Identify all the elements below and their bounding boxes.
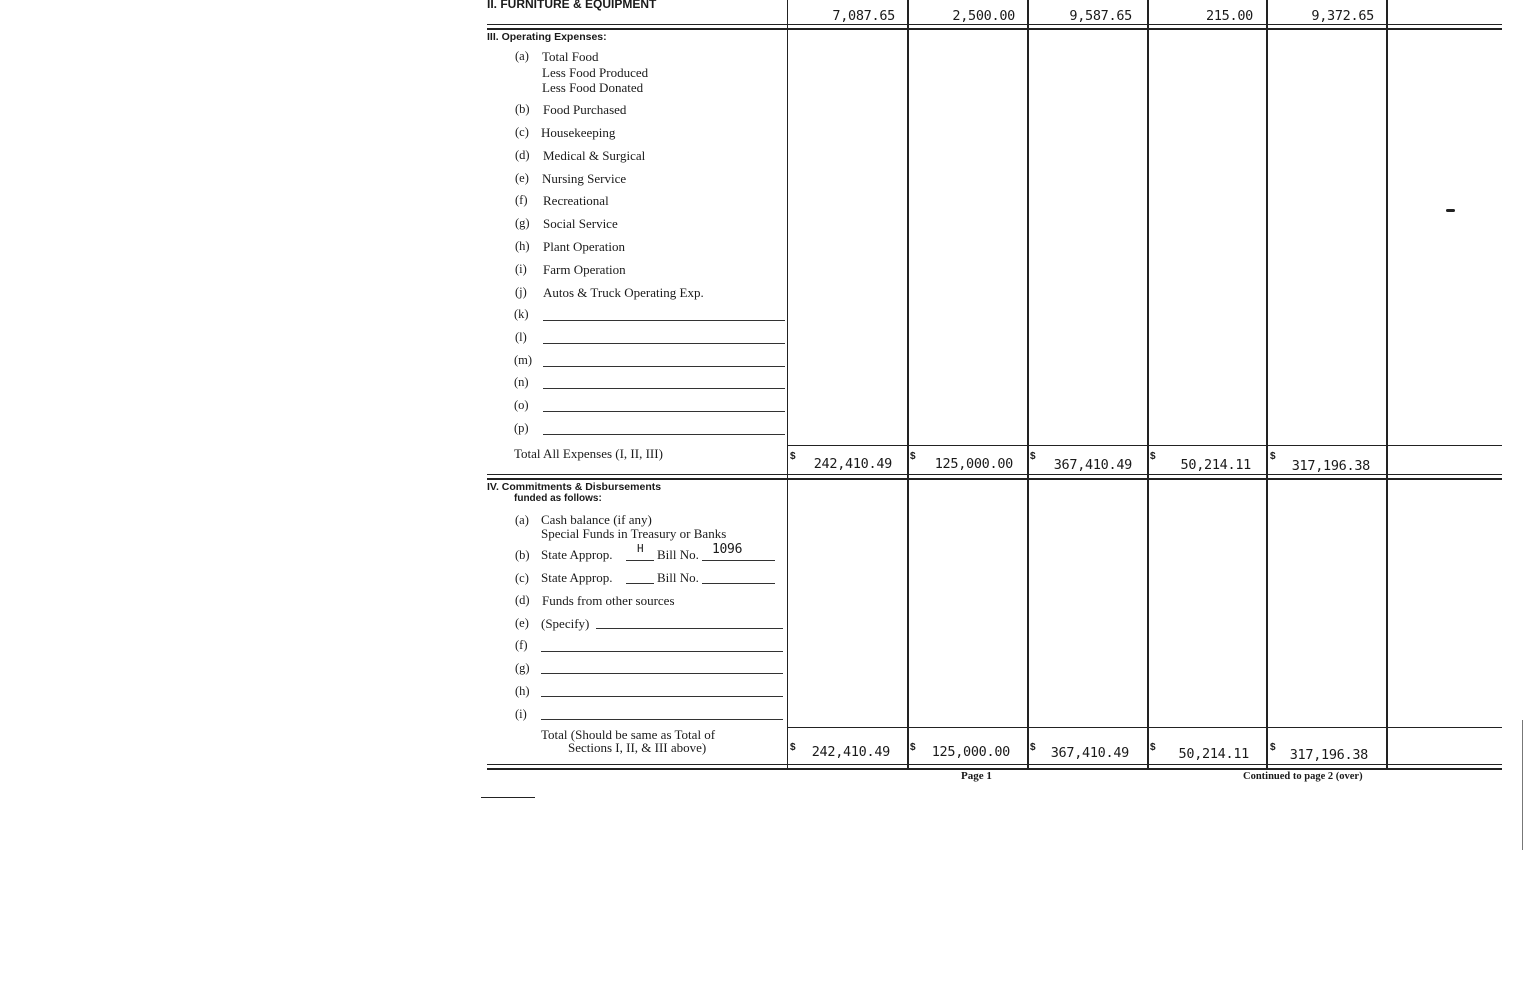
item-label: Social Service xyxy=(543,216,618,231)
section-ii-title: II. FURNITURE & EQUIPMENT xyxy=(487,0,657,11)
page-number: Page 1 xyxy=(961,770,992,782)
dollar-sign: $ xyxy=(910,742,916,753)
bill-number-label: Bill No. xyxy=(657,570,699,585)
item-letter: (o) xyxy=(514,398,529,412)
total-expenses-value-1: 242,410.49 xyxy=(813,456,892,472)
item-label: Recreational xyxy=(543,193,609,208)
item-label: (Specify) xyxy=(541,616,590,631)
blank-line xyxy=(702,560,775,561)
item-label: Nursing Service xyxy=(542,171,627,186)
total-funding-value-3: 367,410.49 xyxy=(1050,745,1129,761)
item-letter: (i) xyxy=(515,707,527,721)
item-letter: (j) xyxy=(515,285,527,299)
blank-line xyxy=(543,411,785,412)
blank-line xyxy=(543,388,785,389)
total-expenses-value-3: 367,410.49 xyxy=(1053,457,1132,473)
blank-line xyxy=(541,719,783,720)
total-funding-value-5: 317,196.38 xyxy=(1289,747,1368,763)
section-iii-title: III. Operating Expenses: xyxy=(487,31,607,43)
item-label: Cash balance (if any) xyxy=(541,512,652,527)
blank-line xyxy=(702,583,775,584)
divider-line xyxy=(787,445,1502,446)
item-letter: (g) xyxy=(515,661,530,675)
footnote-rule xyxy=(481,797,535,798)
item-label: Plant Operation xyxy=(543,239,625,254)
item-letter: (a) xyxy=(515,49,529,63)
continued-note: Continued to page 2 (over) xyxy=(1243,771,1363,782)
blank-line xyxy=(541,696,783,697)
total-expenses-value-2: 125,000.00 xyxy=(934,456,1013,472)
section-ii-value-1: 7,087.65 xyxy=(832,8,895,24)
divider-line xyxy=(487,474,1502,475)
item-letter: (f) xyxy=(515,193,528,207)
blank-line xyxy=(541,673,783,674)
item-letter: (i) xyxy=(515,262,527,276)
column-divider xyxy=(1386,0,1388,768)
total-expenses-label: Total All Expenses (I, II, III) xyxy=(514,446,663,461)
item-letter: (p) xyxy=(514,421,529,435)
dollar-sign: $ xyxy=(1030,451,1036,462)
page-edge xyxy=(1522,720,1523,850)
section-ii-value-2: 2,500.00 xyxy=(952,8,1015,24)
section-ii-value-5: 9,372.65 xyxy=(1311,8,1374,24)
blank-line xyxy=(543,343,785,344)
item-label: Food Purchased xyxy=(543,102,627,117)
blank-line xyxy=(596,628,783,629)
item-label: State Approp. xyxy=(541,570,613,585)
section-iv-title: IV. Commitments & Disbursements xyxy=(487,481,662,493)
blank-line xyxy=(541,651,783,652)
item-label: Housekeeping xyxy=(541,125,616,140)
item-letter: (e) xyxy=(515,616,529,630)
item-letter: (d) xyxy=(515,148,530,162)
column-divider xyxy=(1147,0,1149,768)
dollar-sign: $ xyxy=(1270,742,1276,753)
item-letter: (h) xyxy=(515,239,530,253)
item-letter: (f) xyxy=(515,638,528,652)
item-letter: (c) xyxy=(515,571,529,585)
section-ii-value-3: 9,587.65 xyxy=(1069,8,1132,24)
bill-number-label: Bill No. xyxy=(657,547,699,562)
dollar-sign: $ xyxy=(790,451,796,462)
total-funding-value-4: 50,214.11 xyxy=(1178,746,1249,762)
item-label: Special Funds in Treasury or Banks xyxy=(541,526,727,541)
item-label: Funds from other sources xyxy=(542,593,675,608)
item-letter: (m) xyxy=(514,353,533,367)
divider-line xyxy=(487,764,1502,765)
item-label: Less Food Produced xyxy=(542,65,649,80)
total-funding-value-2: 125,000.00 xyxy=(931,744,1010,760)
column-divider xyxy=(907,0,909,768)
total-funding-label: Total (Should be same as Total of xyxy=(541,727,716,742)
item-letter: (b) xyxy=(515,102,530,116)
item-letter: (k) xyxy=(514,307,529,321)
divider-line xyxy=(487,478,1502,480)
item-letter: (c) xyxy=(515,125,529,139)
total-expenses-value-4: 50,214.11 xyxy=(1180,457,1251,473)
blank-line xyxy=(543,366,785,367)
item-letter: (d) xyxy=(515,593,530,607)
divider-line xyxy=(487,24,1502,25)
dollar-sign: $ xyxy=(1150,742,1156,753)
column-divider xyxy=(787,0,788,768)
section-iv-subtitle: funded as follows: xyxy=(514,493,602,504)
item-label: Autos & Truck Operating Exp. xyxy=(543,285,704,300)
divider-line xyxy=(487,28,1502,30)
section-ii-value-4: 215.00 xyxy=(1206,8,1253,24)
house-bill-mark: H xyxy=(637,542,644,555)
item-letter: (a) xyxy=(515,513,529,527)
dollar-sign: $ xyxy=(790,742,796,753)
item-letter: (e) xyxy=(515,171,529,185)
item-letter: (b) xyxy=(515,548,530,562)
blank-line xyxy=(543,434,785,435)
item-letter: (n) xyxy=(514,375,529,389)
item-label: State Approp. xyxy=(541,547,613,562)
column-divider xyxy=(1027,0,1029,768)
total-funding-value-1: 242,410.49 xyxy=(811,744,890,760)
dollar-sign: $ xyxy=(1150,451,1156,462)
item-letter: (h) xyxy=(515,684,530,698)
item-letter: (g) xyxy=(515,216,530,230)
bill-number-value: 1096 xyxy=(712,542,743,557)
blank-line xyxy=(543,320,785,321)
dollar-sign: $ xyxy=(910,451,916,462)
item-letter: (l) xyxy=(515,330,527,344)
dollar-sign: $ xyxy=(1030,742,1036,753)
scan-mark xyxy=(1446,209,1455,212)
item-label: Medical & Surgical xyxy=(543,148,646,163)
item-label: Less Food Donated xyxy=(542,80,644,95)
column-divider xyxy=(1266,0,1268,768)
item-label: Farm Operation xyxy=(543,262,626,277)
total-expenses-value-5: 317,196.38 xyxy=(1291,458,1370,474)
dollar-sign: $ xyxy=(1270,451,1276,462)
blank-line xyxy=(626,560,654,561)
blank-line xyxy=(626,583,654,584)
divider-line xyxy=(787,727,1502,728)
item-label: Total Food xyxy=(542,49,599,64)
divider-line xyxy=(487,768,1502,770)
total-funding-label: Sections I, II, & III above) xyxy=(568,740,707,755)
